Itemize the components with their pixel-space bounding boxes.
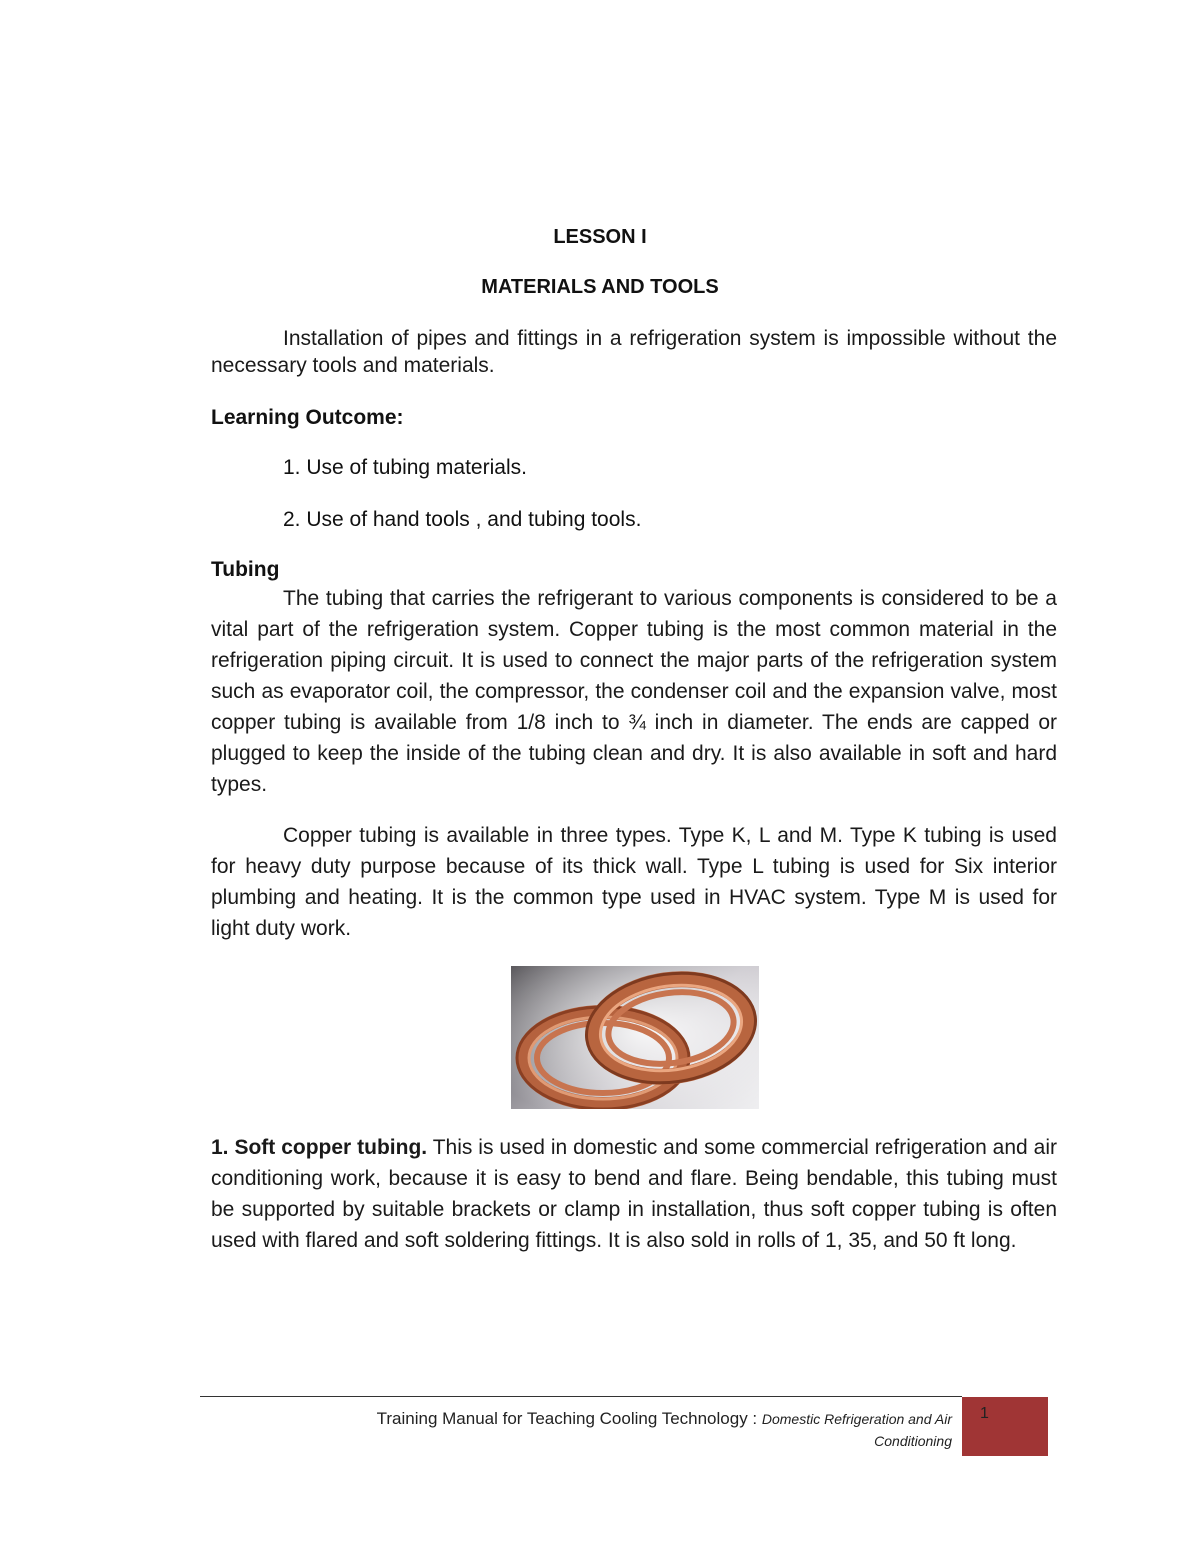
footer-divider xyxy=(200,1396,962,1397)
copper-types-text: Copper tubing is available in three types. Type K, L and M. Type K tubing is used for heavy duty purpose because of its thick wall. Type L tubing is used for Six interior plumbing and heating. It is the common type used in HVAC system. Type M is used for light duty work. xyxy=(211,824,1057,940)
learning-outcome-item: 2. Use of hand tools , and tubing tools. xyxy=(283,508,642,531)
footer-subject-continued: Conditioning xyxy=(874,1433,952,1449)
footer-subject: Domestic Refrigeration and Air xyxy=(761,1411,952,1427)
lesson-subtitle: MATERIALS AND TOOLS xyxy=(481,276,719,298)
learning-outcome-heading: Learning Outcome: xyxy=(211,406,404,429)
intro-text: Installation of pipes and fittings in a refrigeration system is impossible without the necessary tools and materials. xyxy=(211,327,1057,377)
tubing-paragraph-text: The tubing that carries the refrigerant to various components is considered to be a vital part of the refrigeration system. Copper tubing is the most common material in the refrigeration piping circuit. It is used to connect the major parts of the refrigeration system such as evaporator coil, the compressor, the condenser coil and the expansion valve, most copper tubing is available from 1/8 inch to ¾ inch in diameter. The ends are capped or plugged to keep the inside of the tubing clean and dry. It is also available in soft and hard types. xyxy=(211,587,1057,796)
soft-copper-paragraph xyxy=(211,1132,1057,1256)
footer-manual-title: Training Manual for Teaching Cooling Technology : xyxy=(376,1409,762,1428)
soft-copper-text: This is used in domestic and some commercial refrigeration and air conditioning work, because it is easy to bend and flare. Being bendable, this tubing must be supported by suitable brackets or clamp in installation, thus soft copper tubing is often used with flared and soft soldering fittings. It is also sold in rolls of 1, 35, and 50 ft long. xyxy=(211,1136,1058,1252)
copper-coils-illustration xyxy=(511,966,759,1109)
copper-tubing-coils-image xyxy=(511,966,759,1109)
tubing-heading: Tubing xyxy=(211,558,280,581)
soft-copper-label: 1. Soft copper tubing. xyxy=(211,1136,428,1159)
learning-outcome-item: 1. Use of tubing materials. xyxy=(283,456,527,479)
tubing-paragraph xyxy=(211,583,1057,800)
lesson-title: LESSON I xyxy=(553,226,647,248)
footer-text xyxy=(200,1408,952,1452)
page-number: 1 xyxy=(980,1405,989,1422)
intro-paragraph xyxy=(211,325,1057,379)
page-number-box xyxy=(962,1397,1048,1456)
copper-types-paragraph xyxy=(211,820,1057,944)
